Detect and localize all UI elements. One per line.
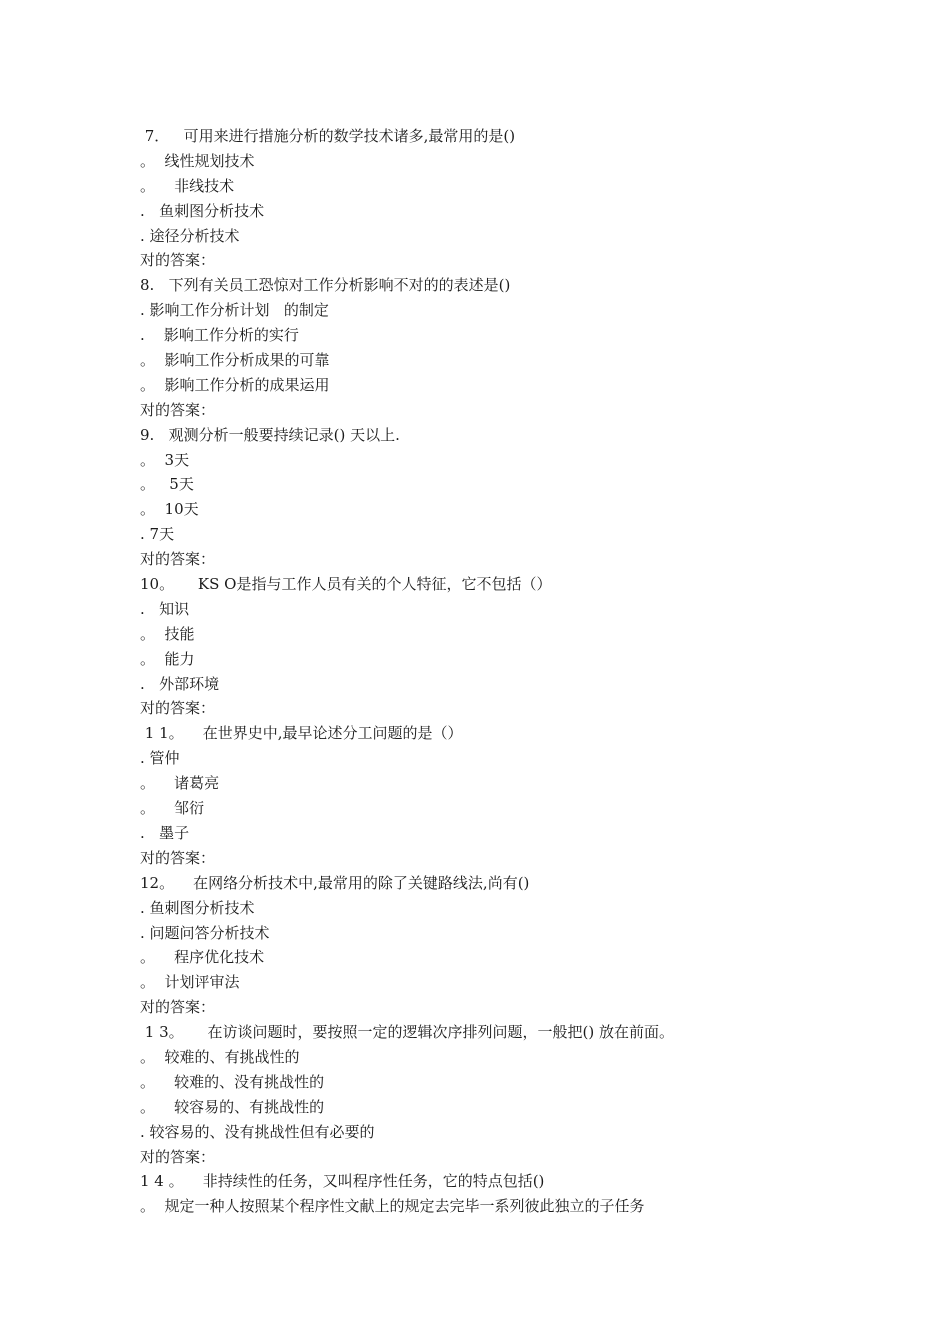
question-8-option-1: . 影响工作分析计划 的制定: [140, 301, 329, 320]
question-7-stem: 7． 可用来进行措施分析的数学技术诸多,最常用的是(): [140, 127, 516, 145]
question-13-option-4: . 较容易的、没有挑战性但有必要的: [140, 1122, 375, 1141]
question-11-option-3: 。 邹衍: [140, 799, 205, 818]
question-11-option-1: . 管仲: [140, 749, 180, 768]
question-10-option-2: 。 技能: [140, 624, 195, 643]
question-9-option-2: 。 5天: [140, 475, 194, 494]
question-12-option-1: . 鱼刺图分析技术: [140, 898, 255, 917]
question-7-option-1: 。 线性规划技术: [140, 151, 255, 170]
question-10-option-4: . 外部环境: [140, 674, 220, 693]
question-13-answer-label: 对的答案：: [140, 1147, 216, 1166]
question-11-stem: 1 1。 在世界史中,最早论述分工问题的是（）: [140, 724, 463, 743]
question-14-option-1: 。 规定一种人按照某个程序性文献上的规定去完毕一系列彼此独立的子任务: [140, 1197, 645, 1216]
question-14-stem: 1 4 。 非持续性的任务，又叫程序性任务，它的特点包括(): [140, 1172, 545, 1191]
question-9-option-4: . 7天: [140, 525, 175, 544]
question-7-answer-label: 对的答案：: [140, 251, 216, 270]
question-10-option-3: 。 能力: [140, 649, 195, 668]
question-13-stem: 1 3。 在访谈问题时，要按照一定的逻辑次序排列问题，一般把() 放在前面。: [140, 1023, 674, 1042]
question-12-option-4: 。 计划评审法: [140, 973, 240, 992]
question-12-option-3: 。 程序优化技术: [140, 948, 265, 967]
question-13-option-1: 。 较难的、有挑战性的: [140, 1047, 300, 1066]
question-9-stem: 9. 观测分析一般要持续记录() 天以上.: [140, 425, 400, 444]
question-11-option-4: . 墨子: [140, 823, 190, 842]
question-11-answer-label: 对的答案：: [140, 848, 216, 867]
question-13-option-3: 。 较容易的、有挑战性的: [140, 1097, 325, 1116]
question-12-option-2: . 问题问答分析技术: [140, 923, 270, 942]
question-8-option-2: . 影响工作分析的实行: [140, 326, 299, 345]
question-9-option-1: 。 3天: [140, 450, 190, 469]
exam-page: [140, 124, 920, 1219]
question-7-option-2: 。 非线技术: [140, 176, 235, 195]
question-8-option-4: 。 影响工作分析的成果运用: [140, 375, 330, 394]
question-12-answer-label: 对的答案：: [140, 998, 216, 1017]
question-8-option-3: 。 影响工作分析成果的可靠: [140, 351, 330, 370]
question-12-stem: 12。 在网络分析技术中,最常用的除了关键路线法,尚有(): [140, 873, 530, 892]
question-9-answer-label: 对的答案：: [140, 550, 216, 569]
question-10-answer-label: 对的答案：: [140, 699, 216, 718]
question-7-option-4: . 途径分析技术: [140, 226, 240, 245]
question-13-option-2: 。 较难的、没有挑战性的: [140, 1072, 325, 1091]
question-10-stem: 10。 KS O是指与工作人员有关的个人特征，它不包括（）: [140, 575, 552, 594]
question-11-option-2: 。 诸葛亮: [140, 774, 220, 793]
question-7-option-3: . 鱼刺图分析技术: [140, 201, 265, 220]
question-9-option-3: 。 10天: [140, 500, 199, 519]
question-8-stem: 8. 下列有关员工恐惊对工作分析影响不对的的表述是(): [140, 276, 511, 295]
question-10-option-1: . 知识: [140, 599, 190, 618]
question-8-answer-label: 对的答案：: [140, 400, 216, 419]
